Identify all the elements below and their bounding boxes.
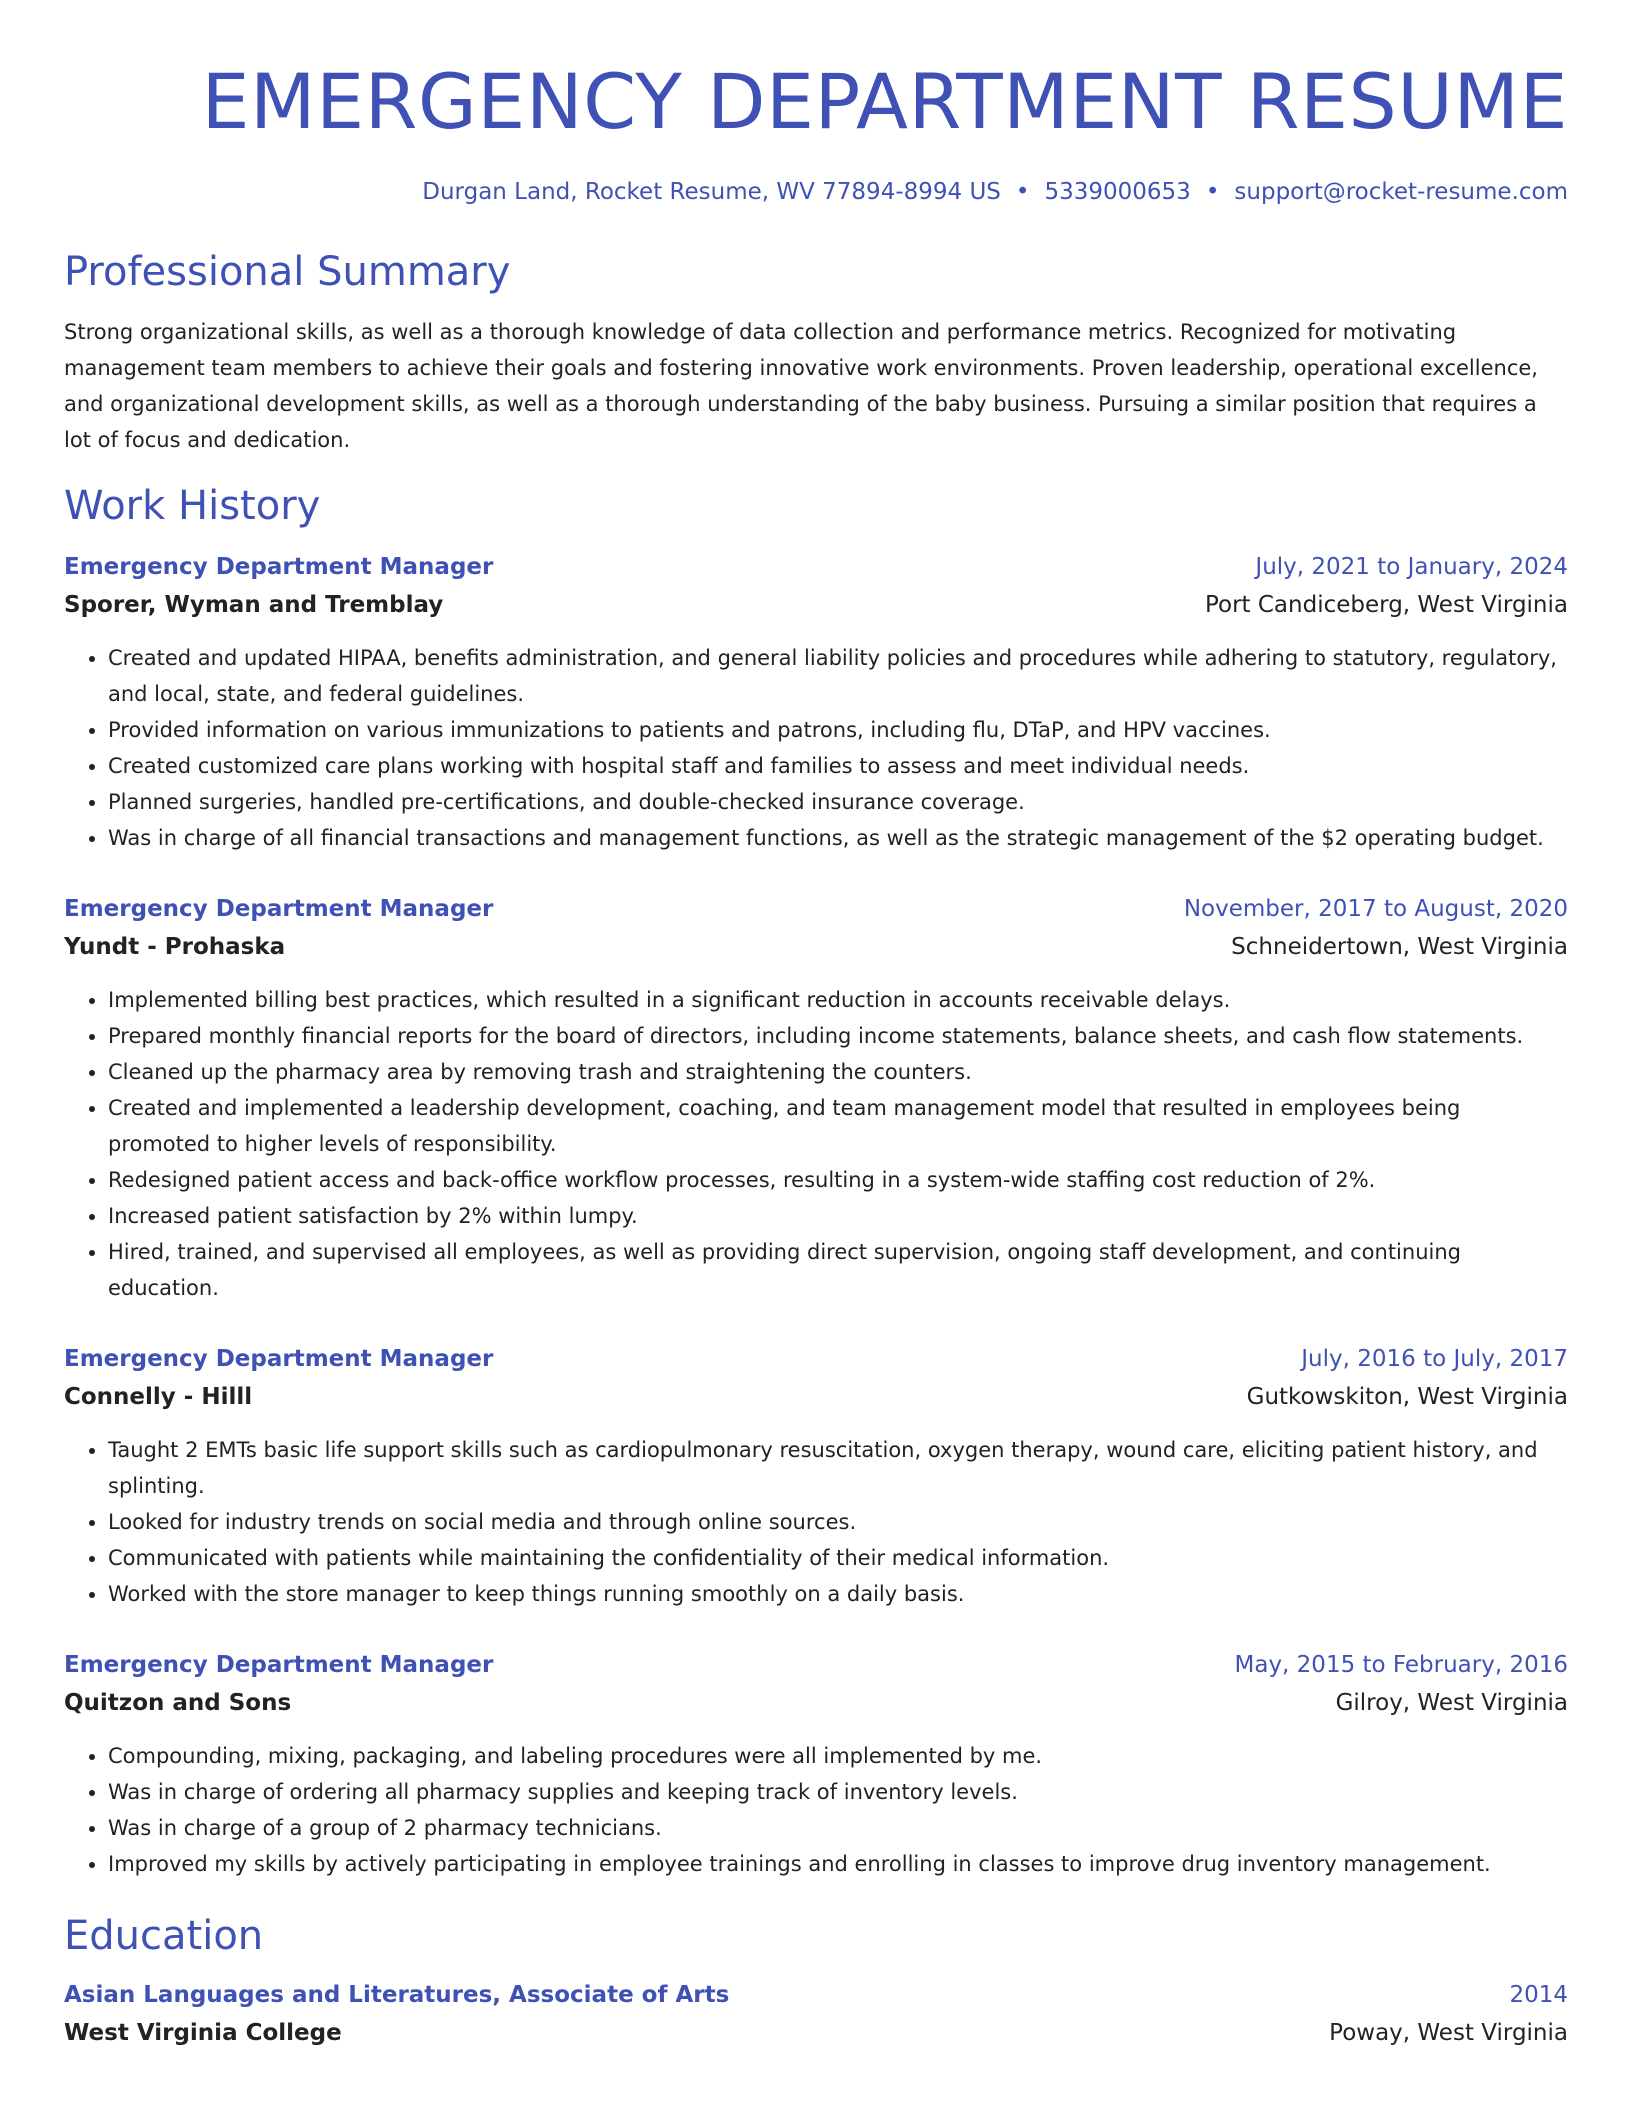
job-dates: July, 2021 to January, 2024	[1255, 554, 1568, 580]
job-location: Gilroy, West Virginia	[1335, 1690, 1568, 1716]
job-title: Emergency Department Manager	[64, 554, 494, 580]
job-bullet: • Created and updated HIPAA, benefits administration, and general liability policies and procedures while adhering to statutory, regulatory, and local, state, and federal guidelines.	[108, 640, 1568, 712]
summary-heading: Professional Summary	[64, 249, 511, 295]
job-employer: Yundt - Prohaska	[64, 934, 286, 960]
job-dates: May, 2015 to February, 2016	[1234, 1652, 1568, 1678]
job-bullets	[64, 982, 1568, 1306]
job-location: Gutkowskiton, West Virginia	[1246, 1384, 1568, 1410]
contact-separator: •	[1015, 179, 1030, 205]
job-employer: Sporer, Wyman and Tremblay	[64, 592, 444, 618]
contact-email: support@rocket-resume.com	[1234, 179, 1568, 205]
job-bullet: • Worked with the store manager to keep things running smoothly on a daily basis.	[108, 1576, 1568, 1612]
job-location: Schneidertown, West Virginia	[1231, 934, 1568, 960]
education-entry	[64, 1976, 1568, 2052]
education-heading: Education	[64, 1913, 264, 1959]
job-bullet: • Improved my skills by actively participating in employee trainings and enrolling in classes to improve drug inventory management.	[108, 1846, 1568, 1882]
job-location: Port Candiceberg, West Virginia	[1204, 592, 1568, 618]
job-bullets	[64, 1738, 1568, 1882]
job-bullet: • Created and implemented a leadership development, coaching, and team management model that resulted in employees being promoted to higher levels of responsibility.	[108, 1090, 1568, 1162]
job-entry	[64, 890, 1568, 1306]
education-location: Poway, West Virginia	[1329, 2020, 1568, 2046]
job-entry	[64, 548, 1568, 856]
education-degree: Asian Languages and Literatures, Associate of Arts	[64, 1982, 730, 2008]
job-bullet: • Was in charge of all financial transactions and management functions, as well as the strategic management of the $2 operating budget.	[108, 820, 1568, 856]
job-entry	[64, 1340, 1568, 1612]
resume-page	[64, 0, 1568, 2052]
job-employer: Connelly - Hilll	[64, 1384, 253, 1410]
education-year: 2014	[1509, 1982, 1568, 2008]
education-school: West Virginia College	[64, 2020, 342, 2046]
job-bullet: • Implemented billing best practices, which resulted in a significant reduction in accounts receivable delays.	[108, 982, 1568, 1018]
job-bullet: • Cleaned up the pharmacy area by removing trash and straightening the counters.	[108, 1054, 1568, 1090]
contact-phone: 5339000653	[1044, 179, 1191, 205]
contact-separator: •	[1205, 179, 1220, 205]
job-bullet: • Was in charge of ordering all pharmacy supplies and keeping track of inventory levels.	[108, 1774, 1568, 1810]
job-bullet: • Redesigned patient access and back-office workflow processes, resulting in a system-wide staffing cost reduction of 2%.	[108, 1162, 1568, 1198]
work-history-heading: Work History	[64, 483, 321, 529]
job-bullets	[64, 640, 1568, 856]
job-entry	[64, 1646, 1568, 1882]
job-bullet: • Planned surgeries, handled pre-certifications, and double-checked insurance coverage.	[108, 784, 1568, 820]
summary-text: Strong organizational skills, as well as a thorough knowledge of data collection and performance metrics. Recognized for motivating management team members to achieve their goals and fostering innovative work environments. Proven leadership, operational excellence, and organizational development skills, as well as a thorough understanding of the baby business. Pursuing a similar position that requires a lot of focus and dedication.	[64, 320, 1538, 452]
job-title: Emergency Department Manager	[64, 896, 494, 922]
contact-address: Durgan Land, Rocket Resume, WV 77894-8994 US	[422, 179, 1001, 205]
job-title: Emergency Department Manager	[64, 1652, 494, 1678]
job-bullet: • Hired, trained, and supervised all employees, as well as providing direct supervision, ongoing staff development, and continuing education.	[108, 1234, 1568, 1306]
job-bullet: • Taught 2 EMTs basic life support skills such as cardiopulmonary resuscitation, oxygen therapy, wound care, eliciting patient history, and splinting.	[108, 1432, 1568, 1504]
job-dates: November, 2017 to August, 2020	[1183, 896, 1568, 922]
job-bullet: • Prepared monthly financial reports for the board of directors, including income statements, balance sheets, and cash flow statements.	[108, 1018, 1568, 1054]
job-title: Emergency Department Manager	[64, 1346, 494, 1372]
job-employer: Quitzon and Sons	[64, 1690, 292, 1716]
resume-title: EMERGENCY DEPARTMENT RESUME	[201, 57, 1568, 146]
job-bullet: • Compounding, mixing, packaging, and labeling procedures were all implemented by me.	[108, 1738, 1568, 1774]
job-bullet: • Was in charge of a group of 2 pharmacy technicians.	[108, 1810, 1568, 1846]
contact-line	[64, 176, 1568, 208]
job-bullet: • Looked for industry trends on social media and through online sources.	[108, 1504, 1568, 1540]
job-bullet: • Created customized care plans working with hospital staff and families to assess and meet individual needs.	[108, 748, 1568, 784]
job-bullet: • Increased patient satisfaction by 2% within lumpy.	[108, 1198, 1568, 1234]
job-dates: July, 2016 to July, 2017	[1301, 1346, 1568, 1372]
job-bullet: • Communicated with patients while maintaining the confidentiality of their medical information.	[108, 1540, 1568, 1576]
job-bullets	[64, 1432, 1568, 1612]
job-bullet: • Provided information on various immunizations to patients and patrons, including flu, DTaP, and HPV vaccines.	[108, 712, 1568, 748]
